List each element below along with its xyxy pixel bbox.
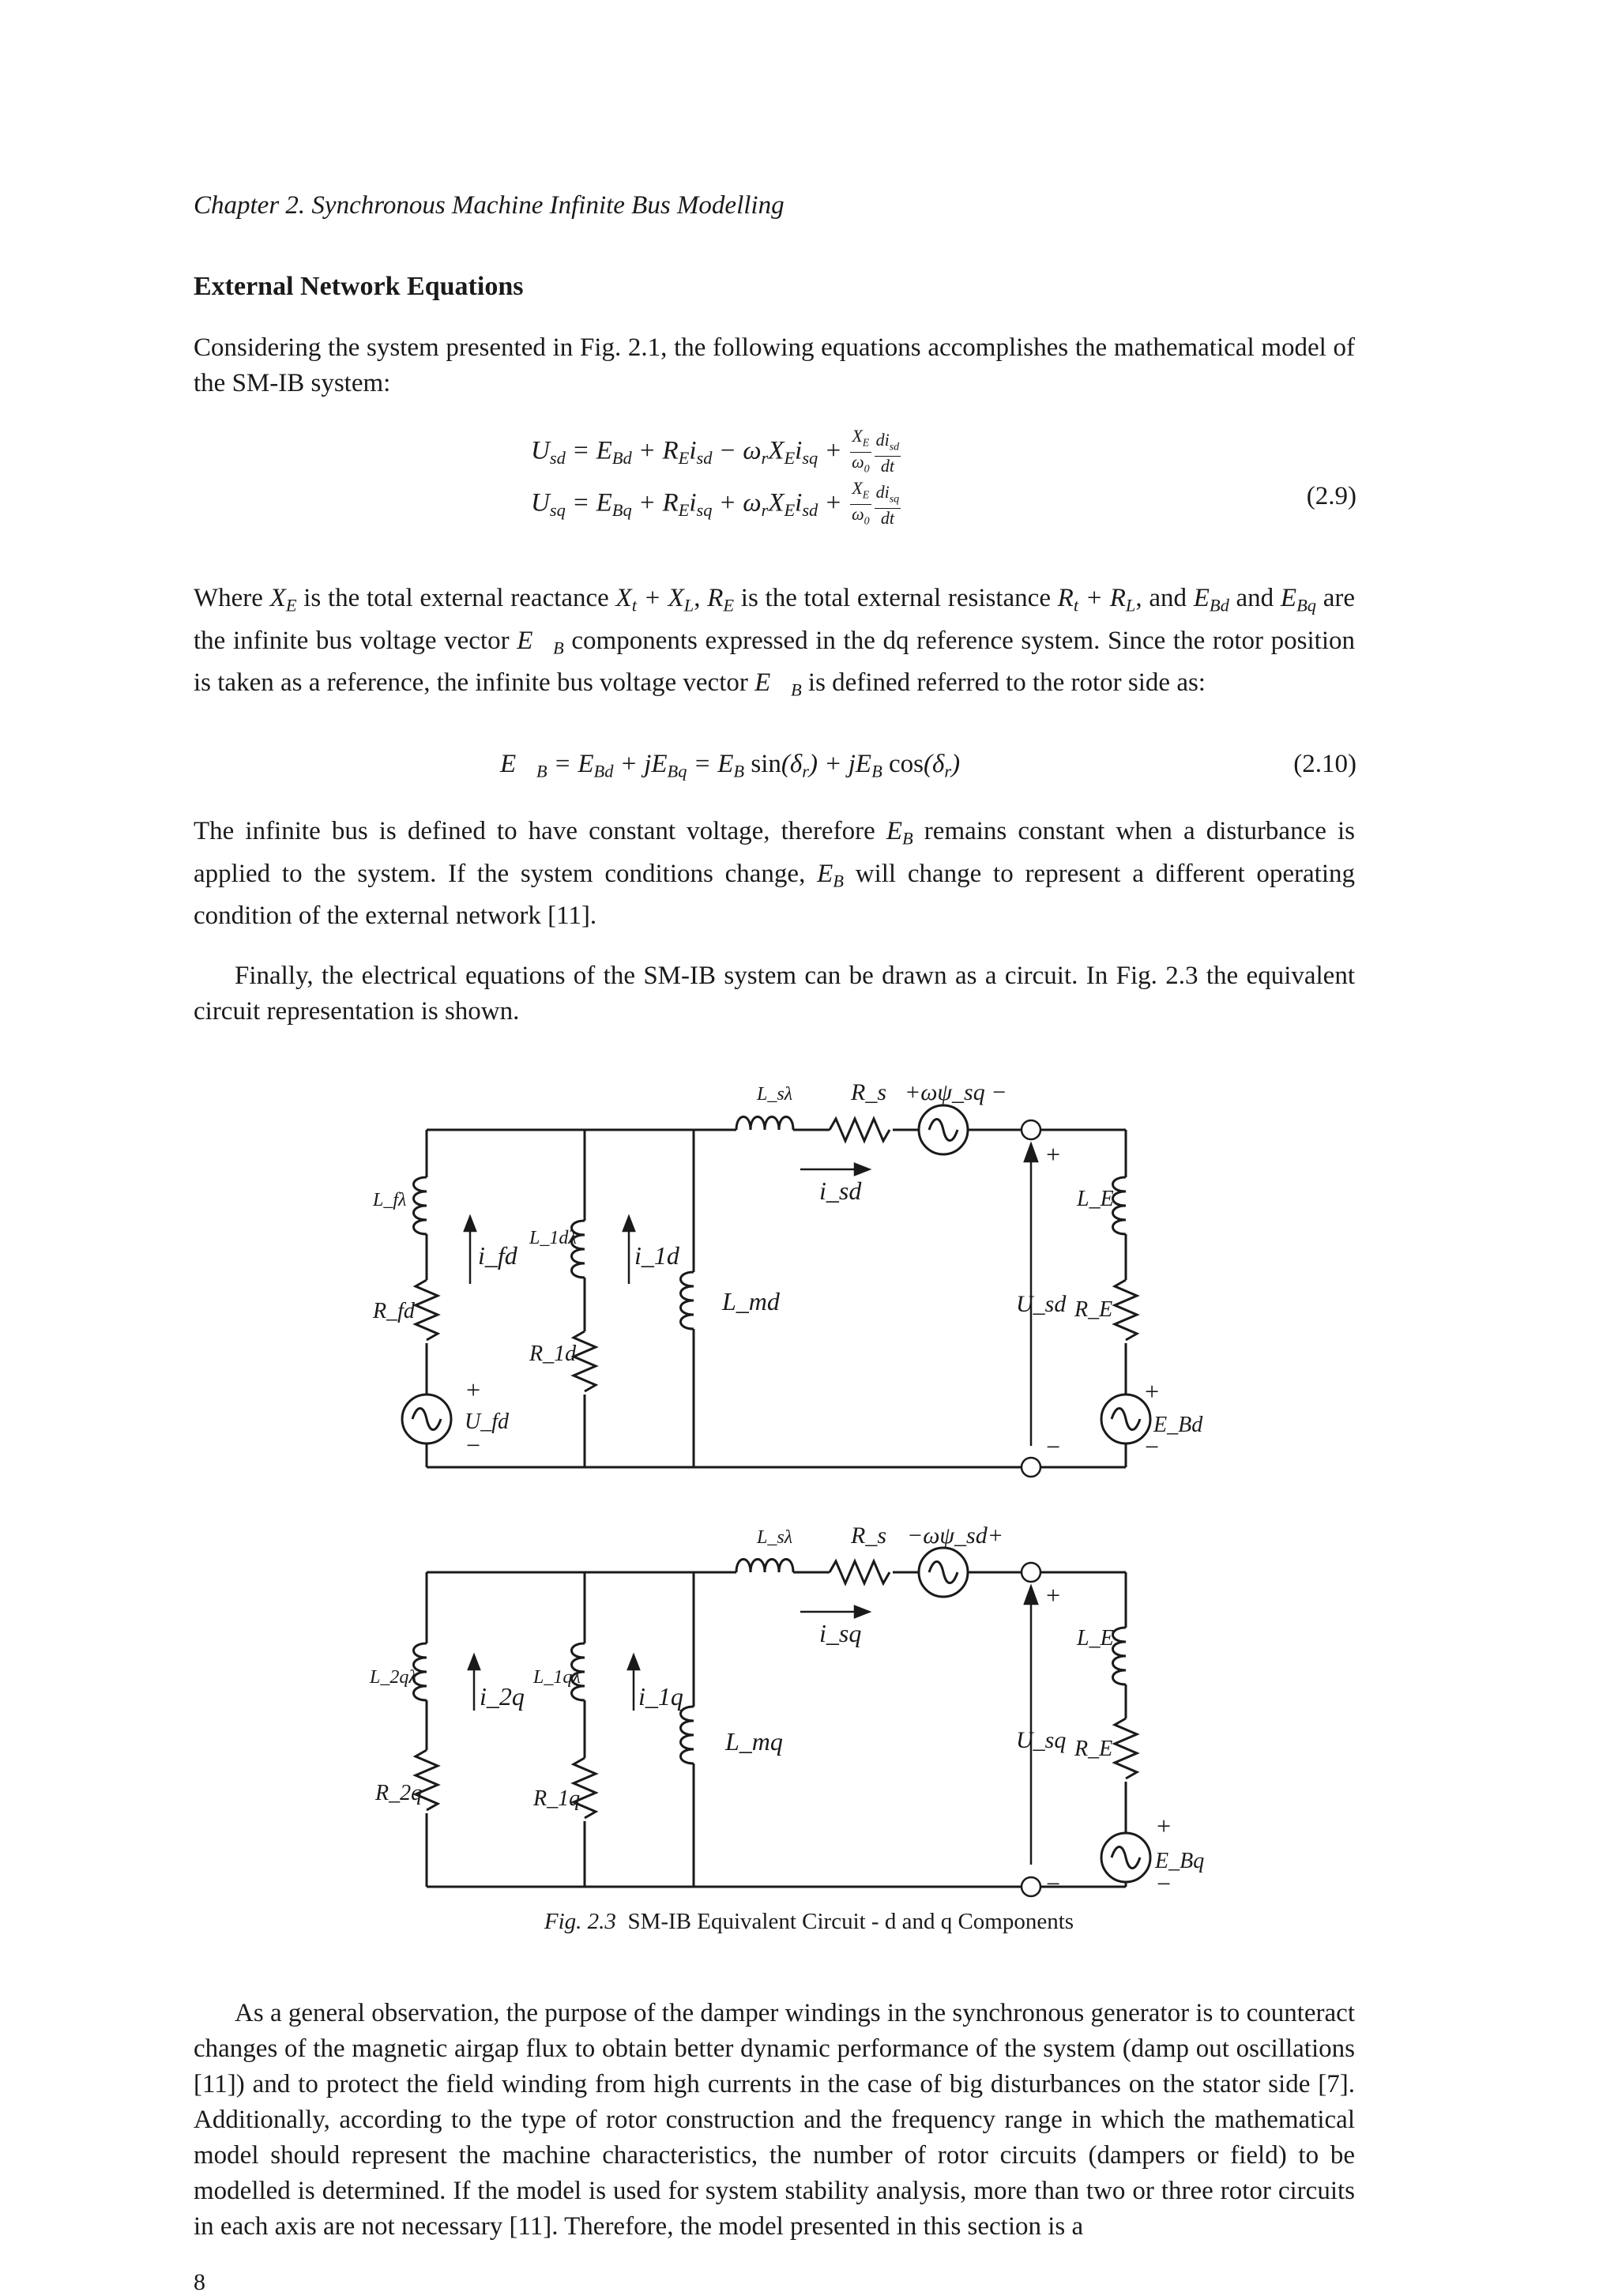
current-arrow-i1d (623, 1217, 634, 1231)
label-l2ql: L_2qλ (370, 1667, 417, 1688)
label-rs-d: R_s (851, 1079, 886, 1105)
voltage-arrow-usq (1025, 1586, 1037, 1604)
section-title: External Network Equations (194, 272, 524, 301)
inductor-le-d (1113, 1177, 1127, 1234)
terminal-top-d (1022, 1120, 1040, 1139)
label-i2q: i_2q (480, 1682, 525, 1711)
label-i1q: i_1q (638, 1682, 683, 1711)
current-arrow-isd (855, 1164, 869, 1175)
inductor-lfl (414, 1177, 427, 1234)
resistor-rs-d (830, 1119, 890, 1141)
paragraph-2: Where $X_E$ is the total external reactance $X_t + X_L$, $R_E$ is the total external resistance $R_t + R_L$, and $E_{Bd}$ and $E_{Bq}$ are the infinite bus voltage vector $E⃗_B$ components expressed in the dq reference system. Since the rotor position is taken as a reference, the infinite bus voltage vector $E⃗_B$ is defined referred to the rotor side as: (194, 584, 1355, 701)
label-rs-q: R_s (851, 1523, 886, 1549)
label-lmd: L_md (722, 1287, 780, 1315)
source-ebq (1101, 1833, 1150, 1882)
label-le-q: L_E (1077, 1626, 1114, 1650)
terminal-bottom-q (1022, 1877, 1040, 1896)
paragraph-4: Finally, the electrical equations of the SM-IB system can be drawn as a circuit. In Fig. 2.3 the equivalent circuit representation is shown. (194, 962, 1355, 1026)
running-header: Chapter 2. Synchronous Machine Infinite Bus Modelling (194, 191, 785, 220)
label-ebd-plus: + (1143, 1377, 1161, 1406)
equation-number-2-9: (2.9) (1306, 482, 1356, 510)
inductor-lmd (681, 1272, 694, 1329)
label-ebq-minus: − (1155, 1869, 1172, 1898)
label-lfl: L_fλ (373, 1190, 407, 1210)
equation-2-9-line-1: $U_{sd} = E_{Bd} + R_Ei_{sd} - \omega_rX_Ei_{sq}$ + $\frac{X_E}{\omega_0}$ $\frac{di_{sd}}{dt}$ (531, 426, 900, 476)
label-ifd: i_fd (478, 1241, 517, 1270)
figure-caption-text: SM-IB Equivalent Circuit - d and q Components (627, 1909, 1074, 1934)
label-source-q: −ωψ_sd+ (907, 1523, 1003, 1549)
label-r1q: R_1q (533, 1786, 581, 1811)
label-rfd: R_fd (373, 1299, 415, 1323)
label-re-q: R_E (1074, 1737, 1113, 1761)
label-usd: U_sd (1016, 1291, 1067, 1317)
resistor-re-q (1115, 1718, 1137, 1778)
terminal-bottom-d (1022, 1458, 1040, 1477)
label-ebd: E_Bd (1153, 1413, 1203, 1437)
current-arrow-isq (855, 1606, 869, 1617)
label-l1ql: L_1qλ (533, 1667, 581, 1688)
paragraph-5: As a general observation, the purpose of the damper windings in the synchronous generator is to counteract changes of the magnetic airgap flux to obtain better dynamic performance of the system (damp out oscillations [11]) and to protect the field winding from high currents in the case of big disturbances on the stator side [7]. Additionally, according to the type of rotor construction and the frequency range in which the mathematical model should represent the machine characteristics, the number of rotor circuits (dampers or field) to be modelled is determined. If the model is used for system stability analysis, more than two or three rotor circuits in each axis are not necessary [11]. Therefore, the model presented in this section is a (194, 1999, 1355, 2241)
source-ufd (402, 1395, 451, 1443)
resistor-rs-q (830, 1561, 890, 1583)
source-wpsi-sd (919, 1548, 968, 1597)
label-usd-plus: + (1044, 1140, 1062, 1169)
figure-caption (0, 1909, 1618, 1935)
paragraph-3: The infinite bus is defined to have constant voltage, therefore $E_B$ remains constant when a disturbance is applied to the system. If the system conditions change, $E_B$ will change to represent a different operating condition of the external network [11]. (194, 817, 1355, 931)
label-ebq: E_Bq (1155, 1849, 1205, 1873)
label-usd-minus: − (1044, 1432, 1062, 1461)
inductor-ls-q (736, 1560, 793, 1573)
label-lmq: L_mq (725, 1727, 783, 1756)
label-ufd-plus: + (465, 1376, 482, 1404)
voltage-arrow-usd (1025, 1144, 1037, 1161)
label-ufd-minus: − (465, 1431, 482, 1459)
current-arrow-i1q (628, 1655, 639, 1669)
label-usq-minus: − (1044, 1869, 1062, 1898)
current-arrow-ifd (465, 1217, 476, 1231)
figure-label: Fig. 2.3 (544, 1909, 616, 1934)
label-r1d: R_1d (529, 1342, 577, 1366)
equation-2-10: $E⃗_B = E_{Bd} + jE_{Bq} = E_B$ $\sin(\delta_r) + jE_B$ $\cos(\delta_r)$ (500, 750, 961, 781)
label-i1d: i_1d (634, 1241, 679, 1270)
resistor-r1d (574, 1331, 596, 1391)
label-ls-d: L_sλ (757, 1084, 793, 1105)
d-axis-labels (372, 1079, 1203, 1461)
resistor-rfd (416, 1280, 438, 1340)
resistor-re-d (1115, 1280, 1137, 1340)
label-re-d: R_E (1074, 1297, 1113, 1322)
q-axis-labels (369, 1523, 1204, 1898)
label-ebq-plus: + (1155, 1812, 1172, 1840)
label-ebd-minus: − (1143, 1432, 1161, 1461)
label-source-d: +ωψ_sq − (905, 1079, 1007, 1105)
label-le-d: L_E (1077, 1187, 1114, 1211)
label-r2q: R_2q (375, 1781, 423, 1805)
inductor-le-q (1113, 1628, 1127, 1684)
label-isq: i_sq (819, 1619, 862, 1647)
equation-2-9-line-2: $U_{sq} = E_{Bq} + R_Ei_{sq} + \omega_rX_Ei_{sd}$ + $\frac{X_E}{\omega_0}$ $\frac{di_{sq}}{dt}$ (531, 478, 900, 529)
source-wpsi-sq (919, 1105, 968, 1154)
label-ls-q: L_sλ (757, 1527, 793, 1548)
paragraph-1: Considering the system presented in Fig. 2.1, the following equations accomplishes the mathematical model of the SM-IB system: (194, 333, 1355, 397)
page-number: 8 (194, 2269, 205, 2295)
inductor-lmq (681, 1707, 694, 1763)
label-usq-plus: + (1044, 1581, 1062, 1609)
q-axis-components (414, 1548, 1151, 1896)
label-ufd: U_fd (465, 1410, 509, 1434)
label-isd: i_sd (819, 1176, 862, 1205)
inductor-ls-d (736, 1117, 793, 1131)
terminal-top-q (1022, 1563, 1040, 1582)
equation-number-2-10: (2.10) (1293, 750, 1356, 778)
label-l1dl: L_1dλ (529, 1228, 577, 1248)
current-arrow-i2q (468, 1655, 480, 1669)
label-usq: U_sq (1016, 1727, 1067, 1753)
